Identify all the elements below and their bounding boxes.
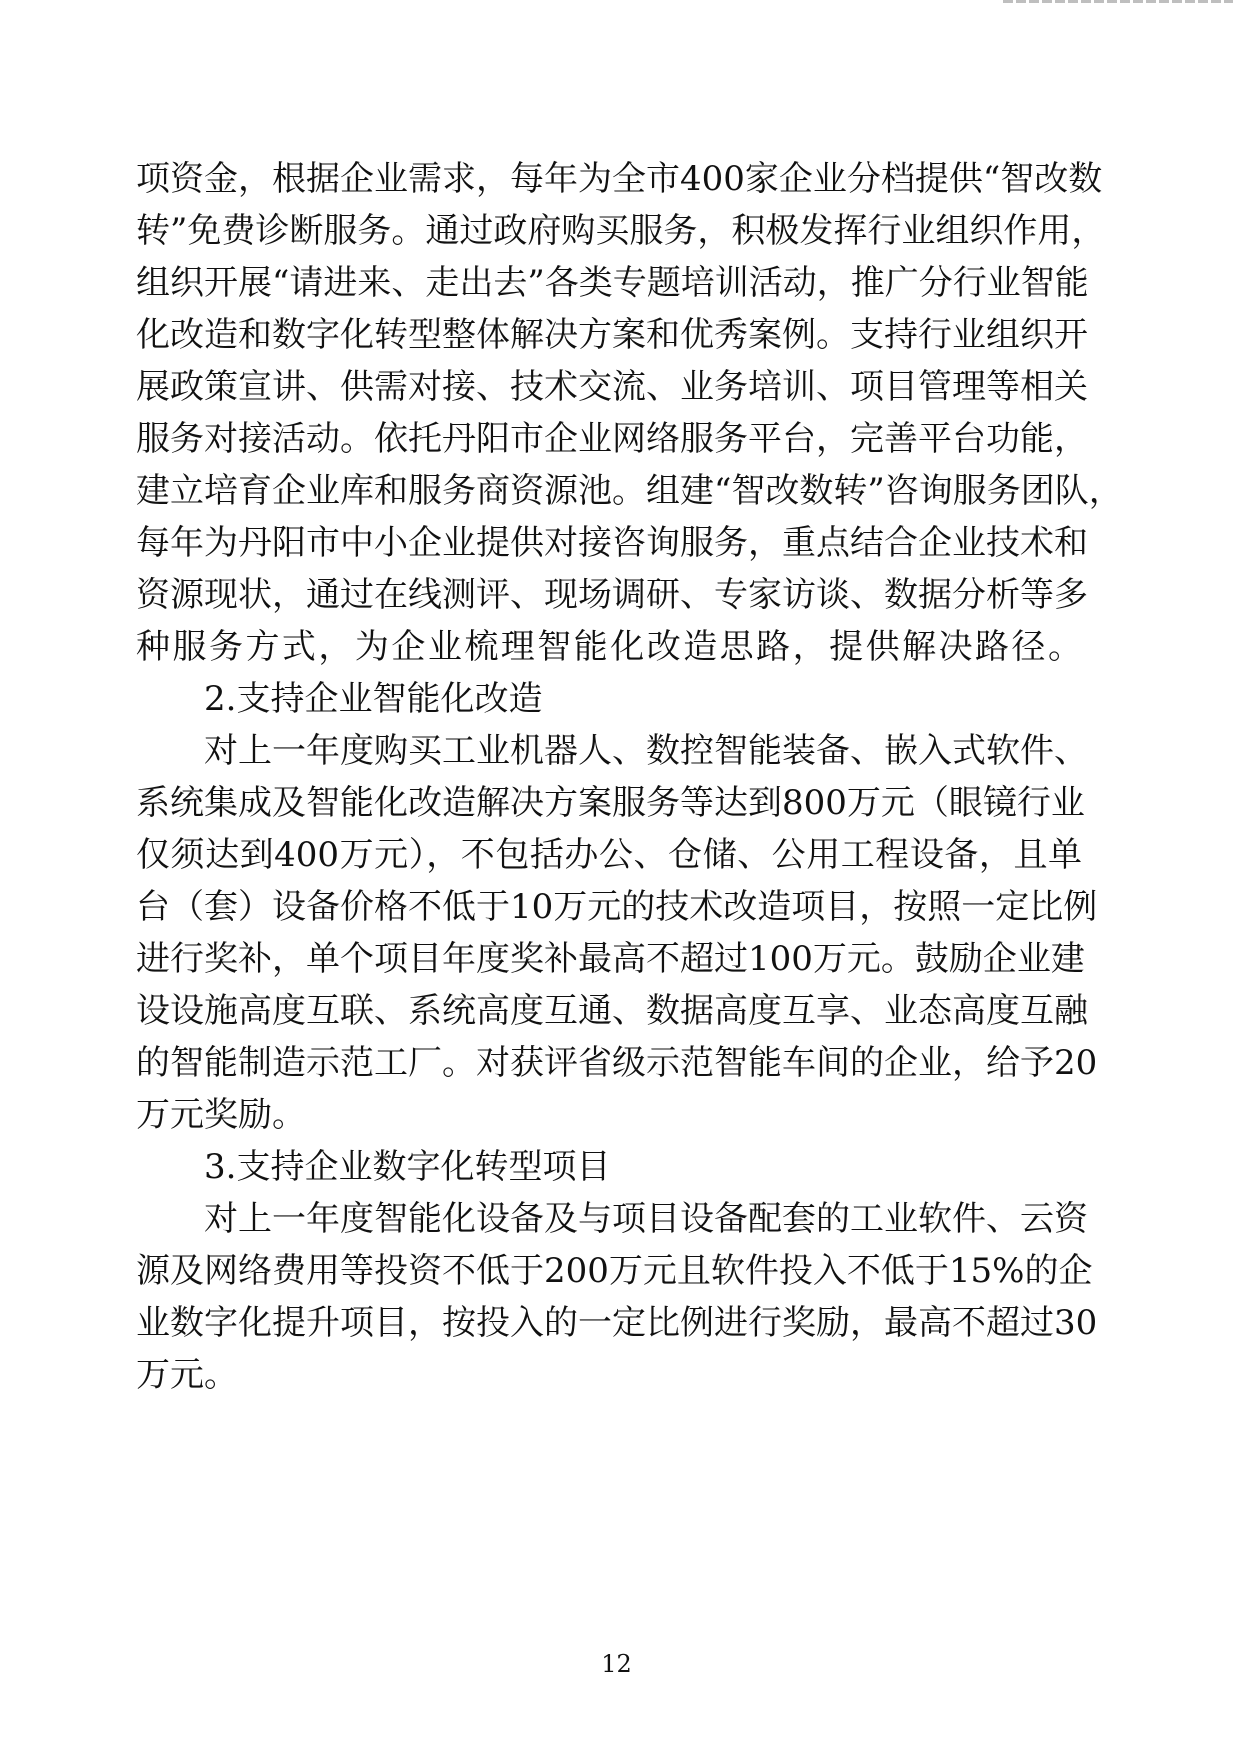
text-line-9: 资源现状，通过在线测评、现场调研、专家访谈、数据分析等多 — [136, 575, 1088, 615]
text-line-19: 万元奖励。 — [136, 1095, 306, 1135]
text-line-15: 台（套）设备价格不低于10万元的技术改造项目，按照一定比例 — [136, 887, 1098, 927]
text-line-10: 种服务方式，为企业梳理智能化改造思路，提供解决路径。 — [136, 627, 1082, 667]
text-line-5: 展政策宣讲、供需对接、技术交流、业务培训、项目管理等相关 — [136, 367, 1088, 407]
text-line-7: 建立培育企业库和服务商资源池。组建“智改数转”咨询服务团队， — [136, 471, 1123, 511]
text-line-3: 组织开展“请进来、走出去”各类专题培训活动，推广分行业智能 — [136, 263, 1089, 303]
text-line-6: 服务对接活动。依托丹阳市企业网络服务平台，完善平台功能， — [136, 419, 1088, 459]
text-line-17: 设设施高度互联、系统高度互通、数据高度互享、业态高度互融 — [136, 991, 1088, 1031]
text-line-23: 业数字化提升项目，按投入的一定比例进行奖励，最高不超过30 — [136, 1303, 1098, 1343]
text-line-16: 进行奖补，单个项目年度奖补最高不超过100万元。鼓励企业建 — [136, 939, 1085, 979]
scan-edge-marks — [1003, 0, 1233, 3]
text-line-8: 每年为丹阳市中小企业提供对接咨询服务，重点结合企业技术和 — [136, 523, 1088, 563]
text-line-4: 化改造和数字化转型整体解决方案和优秀案例。支持行业组织开 — [136, 315, 1088, 355]
text-line-13: 系统集成及智能化改造解决方案服务等达到800万元（眼镜行业 — [136, 783, 1085, 823]
text-line-21: 对上一年度智能化设备及与项目设备配套的工业软件、云资 — [204, 1199, 1088, 1239]
text-line-2: 转”免费诊断服务。通过政府购买服务，积极发挥行业组织作用， — [136, 211, 1106, 251]
page-number: 12 — [601, 1650, 632, 1678]
text-line-24: 万元。 — [136, 1355, 238, 1395]
section-heading-2: 2.支持企业智能化改造 — [204, 679, 543, 719]
text-line-22: 源及网络费用等投资不低于200万元且软件投入不低于15%的企 — [136, 1251, 1093, 1291]
section-heading-3: 3.支持企业数字化转型项目 — [204, 1147, 611, 1187]
text-line-18: 的智能制造示范工厂。对获评省级示范智能车间的企业，给予20 — [136, 1043, 1098, 1083]
text-line-12: 对上一年度购买工业机器人、数控智能装备、嵌入式软件、 — [204, 731, 1088, 771]
text-line-1: 项资金，根据企业需求，每年为全市400家企业分档提供“智改数 — [136, 159, 1103, 199]
text-line-14: 仅须达到400万元），不包括办公、仓储、公用工程设备，且单 — [136, 835, 1082, 875]
